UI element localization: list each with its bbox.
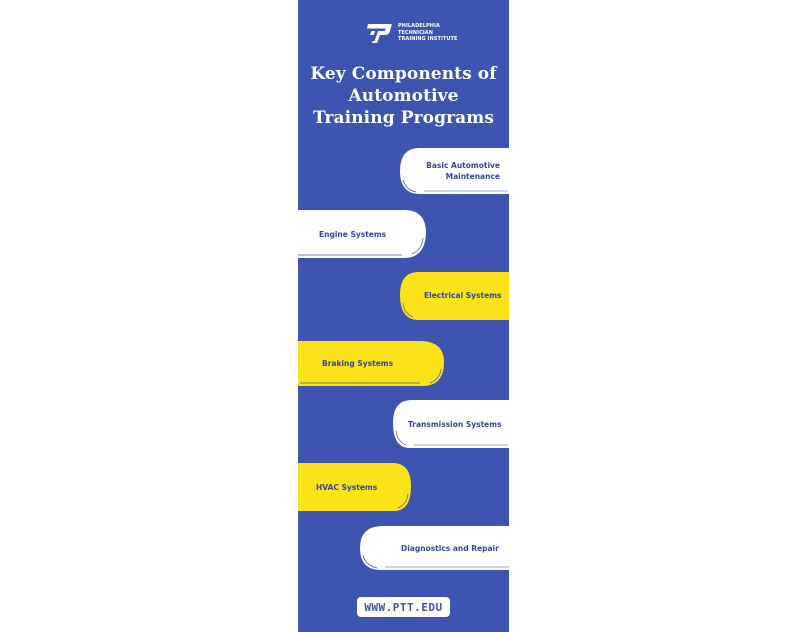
logo-line: PHILADELPHIA (398, 23, 440, 30)
logo-line: TRAINING INSTITUTE (398, 36, 458, 43)
title-line: Automotive (348, 86, 459, 106)
infographic-poster (298, 0, 509, 632)
component-label: HVAC Systems (316, 482, 378, 492)
component-label: Braking Systems (322, 359, 394, 368)
component-item-transmission-systems (392, 398, 509, 450)
component-label: Engine Systems (319, 229, 387, 239)
institute-logo (365, 22, 457, 44)
logo-line: TECHNICIAN (398, 29, 433, 36)
page-title (298, 63, 509, 129)
component-item-electrical-systems (399, 269, 509, 322)
component-item-braking-systems (298, 339, 446, 388)
website-url-text[interactable]: WWW.PTT.EDU (364, 600, 443, 614)
component-item-basic-maintenance (398, 146, 509, 196)
component-label: Electrical Systems (424, 291, 502, 300)
title-line: Key Components of (310, 64, 497, 84)
component-item-hvac-systems (298, 461, 413, 513)
component-label: Transmission Systems (408, 419, 502, 429)
ptt-logo-icon (365, 22, 393, 44)
logo-wordmark (398, 23, 457, 42)
component-item-engine-systems (298, 208, 428, 260)
website-url-badge[interactable] (357, 597, 450, 617)
component-label: Diagnostics and Repair (401, 543, 499, 553)
component-item-diagnostics-repair (359, 524, 509, 572)
title-line: Training Programs (312, 108, 495, 128)
component-label: Basic Automotive Maintenance (426, 161, 500, 181)
